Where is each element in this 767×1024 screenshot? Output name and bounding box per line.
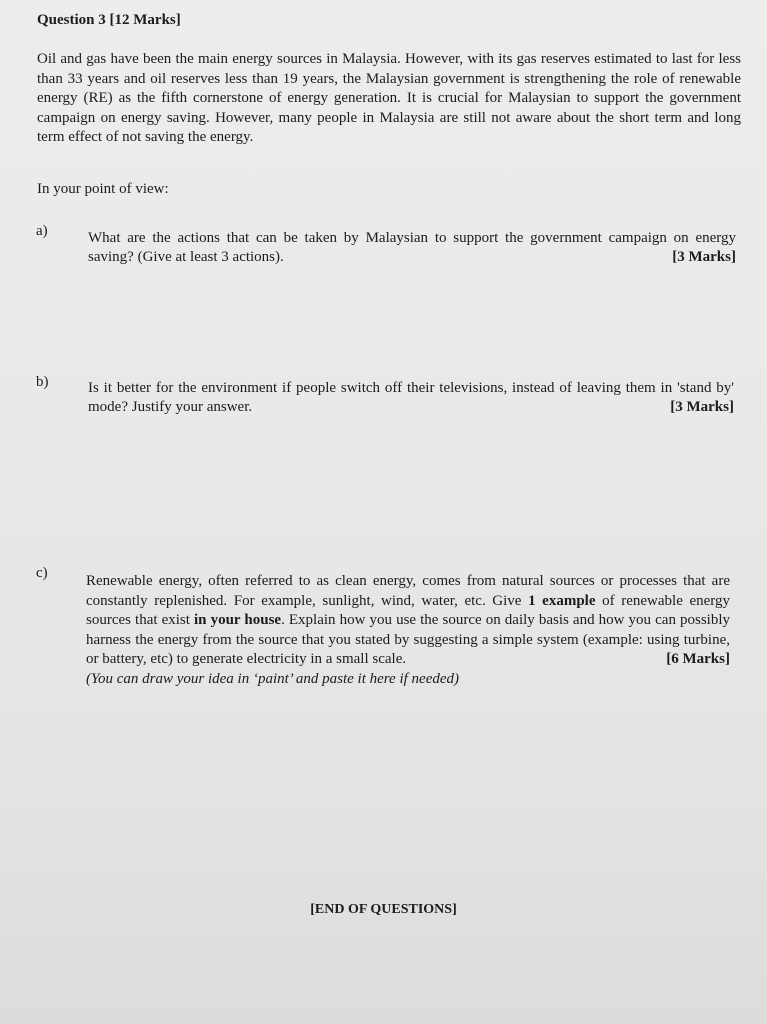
question-c-text-2: of renewable energy sources that exist: [86, 592, 730, 628]
question-a: [88, 229, 736, 266]
question-b-label: b): [36, 374, 49, 390]
question-b-text: Is it better for the environment if people switch off their televisions, instead of leaving them in 'stand by' mode? Justify your answer.: [88, 380, 734, 415]
question-c-marks: [6 Marks]: [666, 651, 730, 667]
question-b-marks: [3 Marks]: [670, 398, 734, 415]
question-a-text: What are the actions that can be taken by Malaysian to support the government campaign on energy saving? (Give at least 3 actions).: [88, 230, 736, 265]
end-of-questions: [END OF QUESTIONS]: [310, 902, 457, 917]
question-c-text-1: Renewable energy, often referred to as clean energy, comes from natural sources or processes that are constantly replenished. For example, sunlight, wind, water, etc. Give: [86, 573, 730, 609]
question-a-label: a): [36, 223, 48, 239]
question-c-bold-2: in your house: [194, 612, 282, 628]
question-c-bold-1: 1 example: [528, 592, 596, 609]
question-c-label: c): [36, 565, 48, 581]
question-c-note: (You can draw your idea in ‘paint’ and paste it here if needed): [86, 670, 460, 687]
intro-paragraph: Oil and gas have been the main energy sources in Malaysia. However, with its gas reserves estimated to last for less than 33 years and oil reserves less than 19 years, the Malaysian government is strengthening the role of renewable energy (RE) as the fifth cornerstone of energy generation. It is crucial for Malaysian to support the government campaign on energy saving. However, many people in Malaysia are still not aware about the short term and long term effect of not saving the energy.: [37, 51, 741, 145]
question-b: [88, 379, 734, 416]
question-title: Question 3 [12 Marks]: [37, 12, 181, 28]
question-a-marks: [3 Marks]: [672, 248, 736, 265]
question-c-text-3: . Explain how you use the source on daily basis and how you can possibly harness the energy from the source that you stated by suggesting a simple system (example: using turbine, or battery, etc) to generate electricity in a small scale.: [86, 612, 731, 667]
question-c: [86, 572, 730, 689]
point-of-view-heading: In your point of view:: [37, 181, 169, 197]
